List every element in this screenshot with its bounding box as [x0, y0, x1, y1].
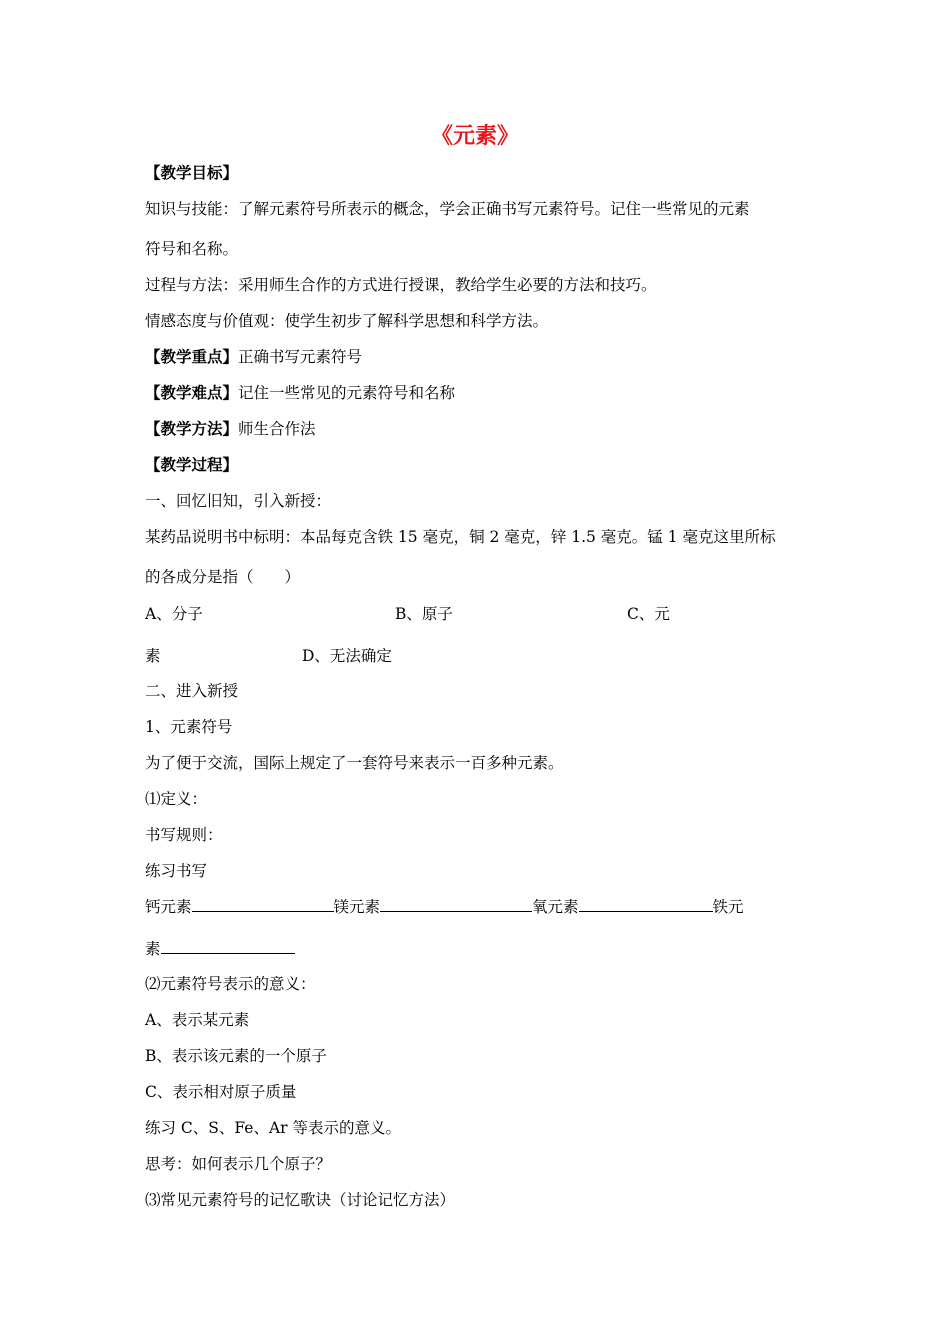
oxygen-label: 氧元素	[532, 898, 579, 916]
magnesium-blank[interactable]	[380, 897, 532, 912]
objectives-heading: 【教学目标】	[145, 164, 239, 182]
iron-blank[interactable]	[161, 939, 295, 954]
key-point-label: 【教学重点】	[145, 348, 239, 366]
option-c-continued: 素	[145, 647, 161, 665]
part1-question-line-1: 某药品说明书中标明：本品每克含铁 15 毫克，铜 2 毫克，锌 1.5 毫克。锰 1 毫克这里所标	[145, 528, 776, 546]
meaning-heading: ⑵元素符号表示的意义：	[145, 975, 316, 993]
key-point-text: 正确书写元素符号	[238, 348, 363, 366]
practice-label: 练习书写	[145, 862, 208, 880]
part2-heading: 二、进入新授	[145, 682, 239, 700]
calcium-label: 钙元素	[145, 898, 192, 916]
objectives-attitude: 情感态度与价值观：使学生初步了解科学思想和科学方法。	[145, 312, 549, 330]
oxygen-blank[interactable]	[579, 897, 713, 912]
iron-label-continued: 素	[145, 940, 161, 958]
method-text: 师生合作法	[238, 420, 316, 438]
meaning-b: B、表示该元素的一个原子	[145, 1047, 327, 1065]
method-label: 【教学方法】	[145, 420, 239, 438]
process-heading: 【教学过程】	[145, 456, 239, 474]
exercise-line: 练习 C、S、Fe、Ar 等表示的意义。	[145, 1119, 402, 1137]
option-b: B、原子	[395, 605, 453, 623]
objectives-skills-line-2: 符号和名称。	[145, 240, 239, 258]
mnemonic-line: ⑶常见元素符号的记忆歌诀（讨论记忆方法）	[145, 1191, 456, 1209]
magnesium-label: 镁元素	[333, 898, 381, 916]
objectives-skills-line-1: 知识与技能：了解元素符号所表示的概念，学会正确书写元素符号。记住一些常见的元素	[145, 200, 750, 218]
document-title: 《元素》	[430, 124, 519, 149]
key-point-line	[145, 346, 362, 368]
part2-sub1: 1、元素符号	[145, 718, 233, 736]
option-d: D、无法确定	[302, 647, 392, 665]
definition-label: ⑴定义：	[145, 790, 208, 808]
meaning-a: A、表示某元素	[145, 1011, 250, 1029]
difficulty-line	[145, 382, 455, 404]
iron-label: 铁元	[712, 898, 744, 916]
difficulty-text: 记住一些常见的元素符号和名称	[238, 384, 456, 402]
part1-question-line-2: 的各成分是指（ ）	[145, 568, 301, 586]
part1-heading: 一、回忆旧知，引入新授：	[145, 492, 332, 510]
practice-fill-line-2	[145, 938, 295, 960]
rules-label: 书写规则：	[145, 826, 223, 844]
difficulty-label: 【教学难点】	[145, 384, 239, 402]
calcium-blank[interactable]	[192, 897, 334, 912]
option-c: C、元	[627, 605, 670, 623]
think-line: 思考：如何表示几个原子？	[145, 1155, 332, 1173]
method-line	[145, 418, 316, 440]
practice-fill-line	[145, 896, 744, 918]
part2-intro: 为了便于交流，国际上规定了一套符号来表示一百多种元素。	[145, 754, 564, 772]
meaning-c: C、表示相对原子质量	[145, 1083, 297, 1101]
objectives-process: 过程与方法：采用师生合作的方式进行授课，教给学生必要的方法和技巧。	[145, 276, 657, 294]
option-a: A、分子	[145, 605, 203, 623]
